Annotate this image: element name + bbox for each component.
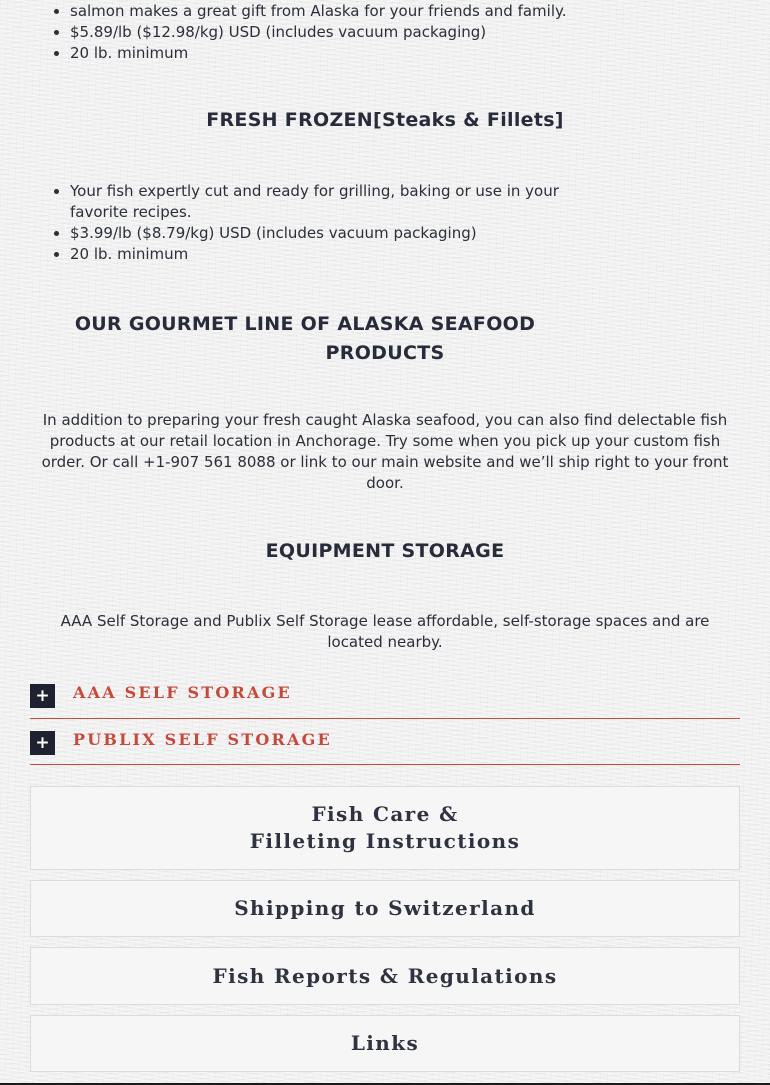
fresh-frozen-heading: FRESH FROZEN[Steaks & Fillets] [206, 109, 564, 131]
links-button[interactable] [30, 1015, 740, 1072]
fresh-frozen-list [40, 181, 590, 265]
list-item: • salmon makes a great gift from Alaska for your friends and family. [70, 1, 630, 22]
fish-care-button[interactable] [30, 786, 740, 870]
shipping-button[interactable] [30, 880, 740, 937]
equipment-storage-description: AAA Self Storage and Publix Self Storage lease affordable, self-storage spaces and are located nearby. [60, 612, 710, 651]
list-item: • Your fish expertly cut and ready for grilling, baking or use in your favorite recipes. [70, 181, 590, 223]
accordion-title[interactable]: AAA SELF STORAGE [73, 683, 292, 702]
smoked-salmon-list [40, 1, 630, 64]
gourmet-heading-line1: OUR GOURMET LINE OF ALASKA SEAFOOD [74, 313, 536, 335]
list-item: • $5.89/lb ($12.98/kg) USD (includes vacuum packaging) [70, 22, 630, 43]
equipment-storage-heading: EQUIPMENT STORAGE [265, 540, 505, 562]
list-item: • 20 lb. minimum [70, 43, 630, 64]
fish-reports-button[interactable] [30, 947, 740, 1005]
button-label: Links [350, 1031, 420, 1055]
gourmet-heading-line2: PRODUCTS [325, 342, 445, 364]
accordion-publix-self-storage[interactable] [30, 727, 740, 765]
plus-icon[interactable]: + [30, 731, 55, 755]
button-label-line1: Fish Care & [311, 802, 459, 826]
accordion-aaa-self-storage[interactable] [30, 680, 740, 719]
button-label: Fish Reports & Regulations [212, 963, 558, 988]
plus-icon[interactable]: + [30, 684, 55, 708]
list-item: • $3.99/lb ($8.79/kg) USD (includes vacuum packaging) [70, 223, 590, 244]
gourmet-description: In addition to preparing your fresh caught Alaska seafood, you can also find delectable fish products at our retail location in Anchorage. Try some when you pick up your custom fish order. Or call +1-907 561 8088 or link to our main website and we’ll ship right to your front door. [41, 411, 729, 492]
button-label: Shipping to Switzerland [234, 896, 536, 920]
accordion-title[interactable]: PUBLIX SELF STORAGE [73, 730, 332, 749]
list-item: • 20 lb. minimum [70, 244, 590, 265]
button-label-line2: Filleting Instructions [249, 829, 521, 853]
gourmet-heading [0, 310, 770, 368]
